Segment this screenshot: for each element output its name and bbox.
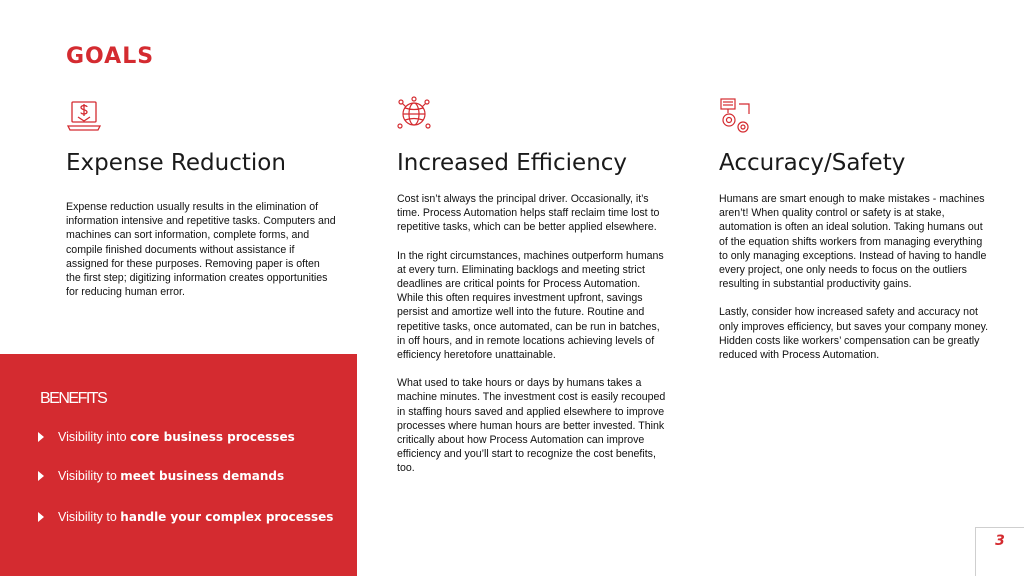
benefit-emphasis: handle your complex processes [120,510,334,524]
column-paragraph: Expense reduction usually results in the elimination of information intensive and repetitive tasks. Computers and machines can sort information, complete forms, and compile finished documents without assistance if assigned for these purposes. Removing paper is often the first step; digitizing information creates opportunities for reducing human error. [66,201,336,299]
benefits-title: BENEFITS [40,390,107,407]
column-heading: Increased Efficiency [397,150,628,176]
increased-efficiency-column [397,96,667,476]
benefit-emphasis: meet business demands [120,469,285,483]
triangle-bullet-icon [38,432,44,442]
column-paragraph: Cost isn’t always the principal driver. Occasionally, it’s time. Process Automation helps staff reclaim time lost to repetitive tasks, which can be better applied elsewhere. [397,193,660,234]
dollar-laptop-icon [66,96,336,140]
benefit-item [38,510,333,524]
slide-title: GOALS [66,44,155,69]
benefit-prefix: Visibility to [58,510,121,524]
column-heading: Expense Reduction [66,150,286,176]
expense-reduction-column [66,96,336,299]
accuracy-safety-column [719,96,989,362]
benefit-emphasis: core business processes [130,430,295,444]
benefit-prefix: Visibility to [58,469,121,483]
column-paragraph: Lastly, consider how increased safety and accuracy not only improves efficiency, but saves your company money. Hidden costs like workers’ compensation can be greatly reduced with Process Automation. [719,306,989,362]
benefit-prefix: Visibility into [58,430,131,444]
page-number: 3 [975,527,1024,576]
column-paragraph: Humans are smart enough to make mistakes - machines aren’t! When quality control or safety is at stake, automation is often an ideal solution. Taking humans out of the equation shifts workers from managing everything to only managing exceptions. Instead of having to handle every project, one only needs to focus on the outliers resulting in substantial productivity gains. [719,193,987,291]
column-paragraph: In the right circumstances, machines outperform humans at every turn. Eliminating backlogs and meeting strict deadlines are critical points for Process Automation. While this often requires investment upfront, savings persist and amortize well into the future. Routine and repetitive tasks, once automated, can be run in batches, in off hours, and in remote locations achieving levels of efficiency heretofore unattainable. [397,249,664,362]
triangle-bullet-icon [38,512,44,522]
globe-network-icon [397,96,667,140]
triangle-bullet-icon [38,471,44,481]
gears-checklist-icon [719,96,989,140]
benefits-panel [0,354,357,576]
benefit-item [38,469,284,483]
benefit-item [38,430,295,444]
column-heading: Accuracy/Safety [719,150,906,176]
column-paragraph: What used to take hours or days by humans takes a machine minutes. The investment cost is easily recouped in staffing hours saved and applied elsewhere to improve processes where human hours are better invested. Think critically about how Process Automation can improve efficiency and you’ll start to recognize the cost benefits, too. [397,377,666,475]
